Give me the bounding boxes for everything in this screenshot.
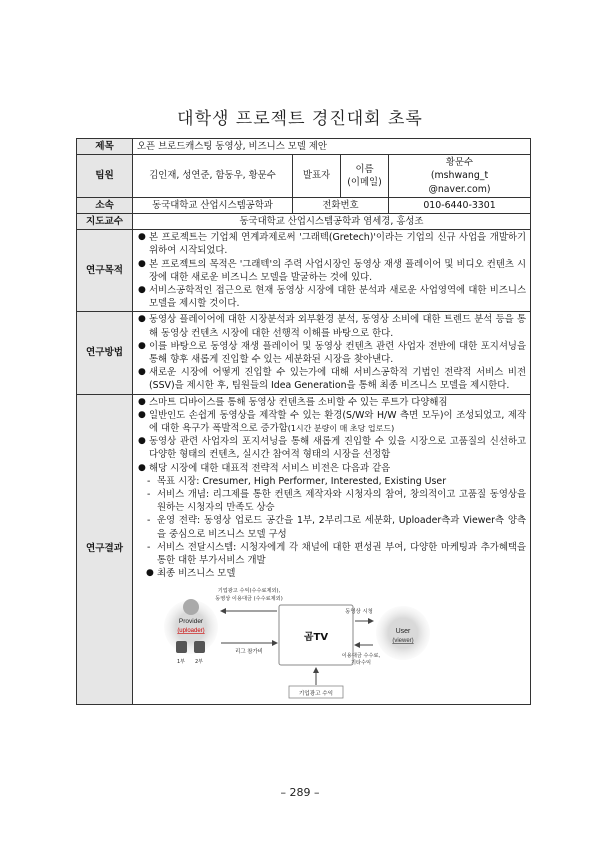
league2-box	[194, 641, 205, 653]
row-subject	[77, 139, 531, 155]
bullet-icon: ●	[138, 285, 146, 296]
arrow-mid-text: 리그 참가비	[235, 648, 263, 655]
provider-head-icon	[183, 599, 199, 615]
arrow-left-text-2: 기타수익	[350, 659, 372, 666]
bullet-icon: ●	[138, 436, 146, 447]
result-content	[133, 394, 531, 704]
business-model-diagram	[163, 583, 435, 701]
presenter-label: 발표자	[293, 155, 341, 198]
list-item: ● 최종 비즈니스 모델	[146, 568, 236, 580]
arrow-top-text-1: 기업광고 수익(수수료제외),	[217, 587, 281, 594]
presenter-email-1: (mshwang_t	[430, 170, 489, 182]
row-result	[77, 394, 531, 704]
league1-text: 1부	[176, 658, 186, 665]
user-text: User	[395, 627, 411, 635]
team-value: 김인재, 성연준, 함동우, 황문수	[133, 155, 293, 198]
row-team	[77, 155, 531, 198]
dash-item: - 운영 전략: 동영상 업로드 공간을 1부, 2부리그로 세분화, Uploader측과 Viewer측 양측을 중심으로 비즈니스 모델 구성	[147, 515, 527, 540]
method-label: 연구방법	[77, 312, 133, 394]
arrow-right-text: 동영상 시청	[345, 608, 373, 615]
method-content	[133, 312, 531, 394]
list-item: ● 동영상 관련 사업자의 포지셔닝을 통해 새롭게 진입할 수 있을 시장으로 고품질의 신선하고 다양한 형태의 컨텐츠, 실시간 참여적 형태의 시장을 선정함	[138, 436, 527, 461]
bullet-icon: ●	[138, 409, 146, 420]
bullet-icon: ●	[138, 367, 146, 378]
affiliation-value: 동국대학교 산업시스템공학과	[133, 197, 293, 213]
presenter-email-2: @naver.com)	[428, 183, 491, 195]
dash-item: - 서비스 개념: 리그제를 통한 컨텐츠 제작자와 시청자의 참여, 창의적이고 고품질 동영상을 원하는 시청자의 만족도 상승	[147, 489, 527, 514]
row-purpose	[77, 230, 531, 312]
page-title: 대학생 프로젝트 경진대회 초록	[177, 109, 423, 129]
bullet-icon: ●	[146, 568, 154, 579]
purpose-label: 연구목적	[77, 230, 133, 312]
list-item: ● 본 프로젝트는 기업체 연계과제로써 '그래텍(Gretech)'이라는 기업의 신규 사업을 개발하기 위하여 시작되었다.	[138, 232, 527, 257]
subject-label: 제목	[77, 139, 133, 155]
row-advisor	[77, 214, 531, 230]
advisor-value: 동국대학교 산업시스템공학과 염세경, 홍성조	[133, 214, 531, 230]
row-affiliation	[77, 197, 531, 213]
list-item: ● 이를 바탕으로 동영상 재생 플레이어 및 동영상 컨텐츠 관련 사업자 전반에 대한 포지셔닝을 통해 향후 새롭게 진입할 수 있는 세분화된 시장을 찾아낸다.	[138, 340, 527, 366]
list-item: ● 해당 시장에 대한 대표적 전략적 서비스 비전은 다음과 같음	[138, 462, 391, 474]
phone-value: 010-6440-3301	[389, 197, 531, 213]
abstract-table	[76, 138, 531, 705]
viewer-text: (viewer)	[392, 637, 414, 644]
list-item: ● 서비스공학적인 접근으로 현재 동영상 시장에 대한 분석과 새로운 사업영역에 대한 비즈니스 모델을 제시할 것이다.	[138, 285, 527, 310]
bottom-text: 기업광고 수익	[298, 690, 334, 697]
name-email-label: 이름 (이메일)	[341, 155, 389, 198]
arrow-left-text-1: 이용대금 수수료,	[341, 652, 381, 659]
dash-item: - 목표 시장: Cresumer, High Performer, Interested, Existing User	[147, 475, 447, 487]
affiliation-label: 소속	[77, 197, 133, 213]
team-label: 팀원	[77, 155, 133, 198]
purpose-content	[133, 230, 531, 312]
bullet-icon: ●	[138, 462, 146, 473]
phone-label: 전화번호	[293, 197, 389, 213]
bullet-icon: ●	[138, 340, 146, 351]
arrow-top-text-2: 동영상 이용대금 (수수료제외)	[215, 595, 283, 602]
bullet-icon: ●	[138, 314, 146, 325]
page-number: – 289 –	[280, 786, 320, 799]
row-method	[77, 312, 531, 394]
league1-box	[176, 641, 187, 653]
gomtv-text: 곰TV	[303, 631, 329, 643]
list-item: ● 본 프로젝트의 목적은 '그래텍'의 주력 사업시장인 동영상 재생 플레이어 및 비디오 컨텐츠 시장에 대한 새로운 비즈니스 모델을 발굴하는 것에 있다.	[138, 258, 527, 283]
diagram-svg	[163, 583, 435, 701]
subject-value: 오픈 브로드캐스팅 동영상, 비즈니스 모델 제안	[133, 139, 531, 155]
list-item: ● 동영상 플레이어에 대한 시장분석과 외부환경 분석, 동영상 소비에 대한 트렌드 분석 등을 통해 동영상 컨텐츠 시장에 대한 선행적 이해를 바탕으로 한다.	[138, 314, 527, 339]
uploader-text: (uploader)	[177, 627, 205, 634]
presenter-name: 황문수	[445, 157, 474, 169]
league2-text: 2부	[194, 658, 204, 665]
presenter-info	[389, 155, 531, 198]
provider-text: Provider	[178, 617, 204, 625]
list-item: ● 일반인도 손쉽게 동영상을 제작할 수 있는 환경(S/W와 H/W 측면 모두)이 조성되었고, 제작에 대한 욕구가 폭발적으로 증가함(1시간 분량이 매 초당 업로드)	[138, 409, 527, 435]
list-item: ● 스마트 디바이스를 통해 동영상 컨텐츠를 소비할 수 있는 루트가 다양해짐	[138, 396, 448, 408]
bullet-icon: ●	[138, 396, 146, 407]
result-label: 연구결과	[77, 394, 133, 704]
advisor-label: 지도교수	[77, 214, 133, 230]
bullet-icon: ●	[138, 258, 146, 269]
list-item: ● 새로운 시장에 어떻게 진입할 수 있는가에 대해 서비스공학적 기법인 전략적 서비스 비전(SSV)을 제시한 후, 팀원들의 Idea Generation을 통해 최종 비즈니스 모델을 제시한다.	[138, 367, 527, 392]
dash-item: - 서비스 전달시스템: 시청자에게 각 채널에 대한 편성권 부여, 다양한 마케팅과 추가혜택을 통한 대한 부가서비스 개발	[147, 541, 527, 567]
bullet-icon: ●	[138, 232, 146, 243]
